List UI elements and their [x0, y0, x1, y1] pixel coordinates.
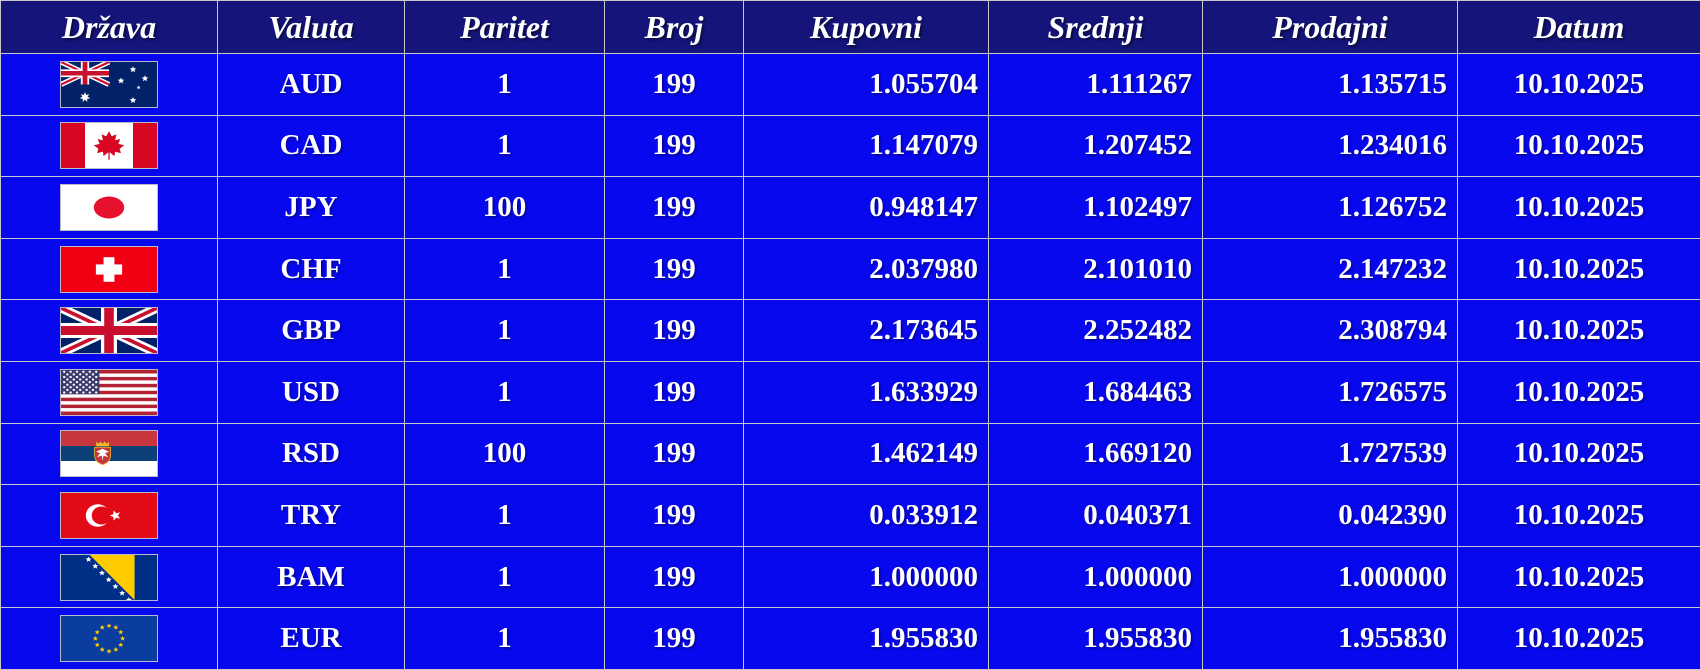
- cell-valuta: USD: [218, 361, 405, 423]
- cell-valuta: CAD: [218, 115, 405, 177]
- cell-paritet: 1: [405, 54, 605, 116]
- serbia-flag: [60, 430, 158, 477]
- cell-kupovni: 1.055704: [744, 54, 989, 116]
- cell-srednji: 1.669120: [989, 423, 1203, 485]
- cell-paritet: 1: [405, 546, 605, 608]
- table-row: [1, 238, 1700, 300]
- column-header-kupovni: Kupovni: [744, 1, 989, 54]
- cell-broj: 199: [605, 546, 744, 608]
- cell-broj: 199: [605, 177, 744, 239]
- cell-paritet: 1: [405, 608, 605, 670]
- cell-srednji: 1.000000: [989, 546, 1203, 608]
- cell-broj: 199: [605, 54, 744, 116]
- table-row: [1, 423, 1700, 485]
- table-row: [1, 300, 1700, 362]
- column-header-drzava: Država: [1, 1, 218, 54]
- cell-kupovni: 1.633929: [744, 361, 989, 423]
- cell-paritet: 100: [405, 177, 605, 239]
- column-header-broj: Broj: [605, 1, 744, 54]
- bosnia-and-herzegovina-flag: [60, 554, 158, 601]
- cell-drzava: [1, 361, 218, 423]
- cell-kupovni: 2.037980: [744, 238, 989, 300]
- cell-paritet: 100: [405, 423, 605, 485]
- cell-valuta: GBP: [218, 300, 405, 362]
- table-header-row: [1, 1, 1700, 54]
- cell-valuta: RSD: [218, 423, 405, 485]
- cell-paritet: 1: [405, 300, 605, 362]
- table-row: [1, 54, 1700, 116]
- cell-prodajni: 1.234016: [1203, 115, 1458, 177]
- united-states-flag: [60, 369, 158, 416]
- table-row: [1, 485, 1700, 547]
- cell-paritet: 1: [405, 238, 605, 300]
- turkey-flag: [60, 492, 158, 539]
- column-header-datum: Datum: [1458, 1, 1700, 54]
- cell-drzava: [1, 177, 218, 239]
- cell-valuta: EUR: [218, 608, 405, 670]
- cell-prodajni: 1.727539: [1203, 423, 1458, 485]
- table-row: [1, 177, 1700, 239]
- cell-kupovni: 1.462149: [744, 423, 989, 485]
- united-kingdom-flag: [60, 307, 158, 354]
- column-header-srednji: Srednji: [989, 1, 1203, 54]
- cell-broj: 199: [605, 608, 744, 670]
- cell-kupovni: 1.955830: [744, 608, 989, 670]
- column-header-prodajni: Prodajni: [1203, 1, 1458, 54]
- cell-drzava: [1, 238, 218, 300]
- cell-prodajni: 0.042390: [1203, 485, 1458, 547]
- cell-kupovni: 0.948147: [744, 177, 989, 239]
- canada-flag: [60, 122, 158, 169]
- cell-datum: 10.10.2025: [1458, 485, 1700, 547]
- cell-kupovni: 0.033912: [744, 485, 989, 547]
- column-header-valuta: Valuta: [218, 1, 405, 54]
- cell-drzava: [1, 485, 218, 547]
- cell-drzava: [1, 546, 218, 608]
- cell-srednji: 1.102497: [989, 177, 1203, 239]
- cell-srednji: 0.040371: [989, 485, 1203, 547]
- cell-datum: 10.10.2025: [1458, 546, 1700, 608]
- cell-datum: 10.10.2025: [1458, 115, 1700, 177]
- cell-drzava: [1, 54, 218, 116]
- column-header-paritet: Paritet: [405, 1, 605, 54]
- cell-broj: 199: [605, 361, 744, 423]
- cell-srednji: 1.684463: [989, 361, 1203, 423]
- table-row: [1, 608, 1700, 670]
- cell-srednji: 1.207452: [989, 115, 1203, 177]
- cell-kupovni: 1.147079: [744, 115, 989, 177]
- table-body: [1, 54, 1700, 670]
- cell-prodajni: 1.000000: [1203, 546, 1458, 608]
- cell-prodajni: 1.955830: [1203, 608, 1458, 670]
- table-row: [1, 115, 1700, 177]
- cell-valuta: BAM: [218, 546, 405, 608]
- cell-prodajni: 1.135715: [1203, 54, 1458, 116]
- cell-broj: 199: [605, 115, 744, 177]
- cell-paritet: 1: [405, 485, 605, 547]
- cell-prodajni: 1.126752: [1203, 177, 1458, 239]
- cell-valuta: TRY: [218, 485, 405, 547]
- cell-datum: 10.10.2025: [1458, 177, 1700, 239]
- cell-paritet: 1: [405, 115, 605, 177]
- cell-drzava: [1, 608, 218, 670]
- switzerland-flag: [60, 246, 158, 293]
- australia-flag: [60, 61, 158, 108]
- cell-srednji: 2.101010: [989, 238, 1203, 300]
- cell-kupovni: 2.173645: [744, 300, 989, 362]
- cell-broj: 199: [605, 423, 744, 485]
- cell-srednji: 1.955830: [989, 608, 1203, 670]
- cell-broj: 199: [605, 300, 744, 362]
- cell-datum: 10.10.2025: [1458, 300, 1700, 362]
- cell-datum: 10.10.2025: [1458, 361, 1700, 423]
- cell-paritet: 1: [405, 361, 605, 423]
- cell-valuta: AUD: [218, 54, 405, 116]
- cell-drzava: [1, 300, 218, 362]
- cell-datum: 10.10.2025: [1458, 608, 1700, 670]
- table-row: [1, 361, 1700, 423]
- cell-drzava: [1, 115, 218, 177]
- cell-valuta: CHF: [218, 238, 405, 300]
- cell-srednji: 1.111267: [989, 54, 1203, 116]
- european-union-flag: [60, 615, 158, 662]
- cell-kupovni: 1.000000: [744, 546, 989, 608]
- cell-drzava: [1, 423, 218, 485]
- cell-datum: 10.10.2025: [1458, 54, 1700, 116]
- cell-srednji: 2.252482: [989, 300, 1203, 362]
- cell-prodajni: 2.308794: [1203, 300, 1458, 362]
- cell-valuta: JPY: [218, 177, 405, 239]
- cell-prodajni: 1.726575: [1203, 361, 1458, 423]
- table-row: [1, 546, 1700, 608]
- cell-prodajni: 2.147232: [1203, 238, 1458, 300]
- cell-broj: 199: [605, 238, 744, 300]
- cell-datum: 10.10.2025: [1458, 238, 1700, 300]
- japan-flag: [60, 184, 158, 231]
- cell-datum: 10.10.2025: [1458, 423, 1700, 485]
- cell-broj: 199: [605, 485, 744, 547]
